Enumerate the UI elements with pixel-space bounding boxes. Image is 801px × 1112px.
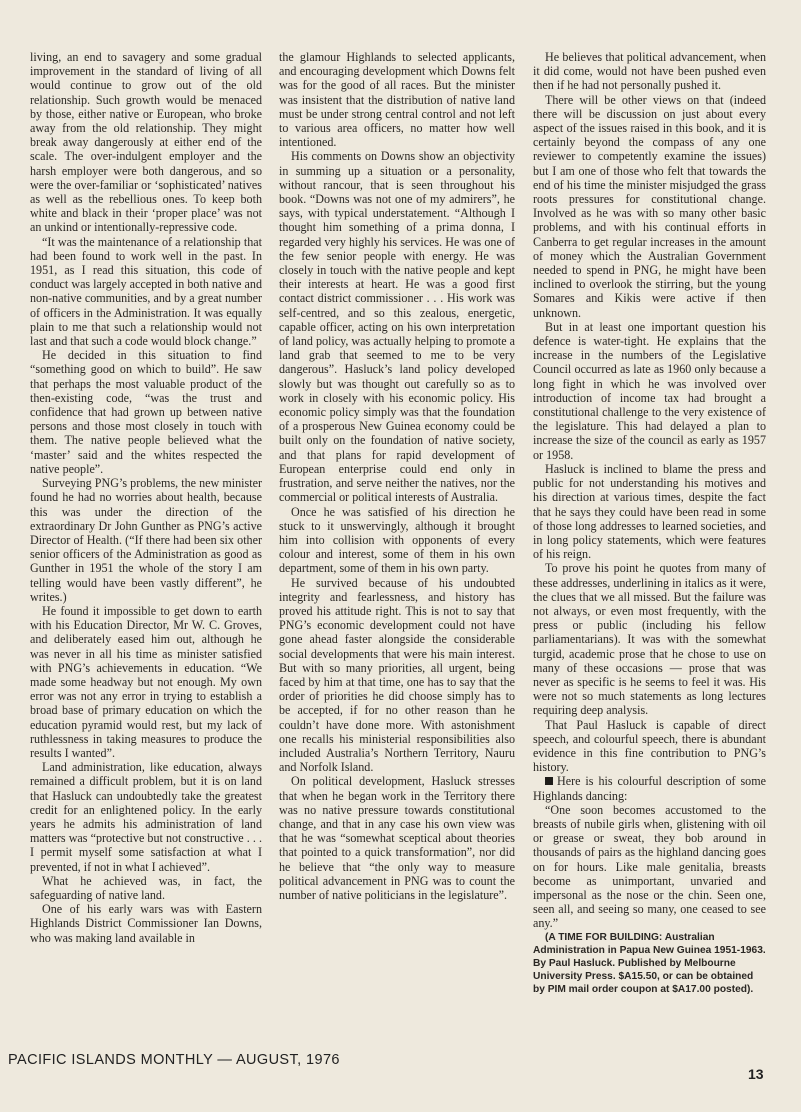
paragraph: His comments on Downs show an objectivity in summing up a situation or a personality, without rancour, that is seen throughout his book. “Downs was not one of my admirers”, he says, with typical understatement. “Although I thought him something of a prima donna, I regarded very highly his services. He was one of the few senior people with energy. He was closely in touch with the native people and kept their interests at heart. He was a good first contact district commissioner . . . His work was self-centred, and so this zealous, energetic, capable officer, acting on his own interpretation of land policy, was actually helping to promote a land grab that seemed to me to be very dangerous”. Hasluck’s land policy developed slowly but was thought out carefully so as to work in closely with his economic policy. His economic policy simply was that the foundation of a prosperous New Guinea economy could be built only on the foundation of native society, and that plans for rapid development of European enterprise could end only in frustration, and serve neither the natives, nor the commercial or political interests of Australia. bbox=[279, 149, 515, 505]
paragraph: He found it impossible to get down to earth with his Education Director, Mr W. C. Groves, and deliberately eased him out, although he was never in all his time as minister satisfied with PNG’s achievements in education. “We made some headway but not enough. My own error was not any error in trying to establish a broad base of primary education on which the education pyramid would rest, but my lack of ruthlessness in taking measures to produce the results I wanted”. bbox=[30, 603, 262, 760]
paragraph: That Paul Hasluck is capable of direct speech, and colourful speech, there is abundant evidence in this fine contribution to PNG’s history. bbox=[533, 717, 766, 775]
paragraph: On political development, Hasluck stresses that when he began work in the Territory there was no native pressure towards constitutional change, and that in any case his own view was that he was “somewhat sceptical about theories that pointed to a quick transformation”, nor did he believe that “the only way to measure political advancement in PNG was to count the number of native politicians in the legislature”. bbox=[279, 774, 515, 902]
paragraph: Surveying PNG’s problems, the new minister found he had no worries about health, because this was under the direction of the extraordinary Dr John Gunther as PNG’s active Director of Health. (“If there had been six other senior officers of the Administration as good as Gunther in 1951 the whole of the story I am telling would have been vastly different”, he writes.) bbox=[30, 476, 262, 604]
book-details-caption: (A TIME FOR BUILDING: Australian Administration in Papua New Guinea 1951-1963. By Paul Hasluck. Published by Melbourne University Press. $A15.50, or can be obtained by PIM mail order coupon at $A17.00 posted). bbox=[533, 931, 766, 996]
paragraph: Once he was satisfied of his direction he stuck to it unswervingly, although it brought him into collision with opponents of every colour and interest, some of them in his own department, some of them in his own party. bbox=[279, 504, 515, 576]
paragraph: Hasluck is inclined to blame the press and public for not understanding his motives and his direction at various times, despite the fact that he says they could have been read in some of those long addresses to learned societies, and in long policy statements, which were features of his reign. bbox=[533, 461, 766, 562]
paragraph: “It was the maintenance of a relationship that had been found to work well in the past. In 1951, as I read this situation, this code of conduct was largely accepted in both native and non-native communities, and by a great number of officers in the Administration. It was equally plain to me that such a relationship would not last and that such a code would block change.” bbox=[30, 234, 262, 349]
bullet-text: Here is his colourful description of some Highlands dancing: bbox=[533, 774, 766, 803]
paragraph: He survived because of his undoubted integrity and fearlessness, and history has proved his attitude right. This is not to say that PNG’s economic development could not have gone ahead faster alongside the considerable social developments that were his main interest. But with so many priorities, all urgent, being faced by him at that time, one has to say that the order of priorities he did choose simply has to be accepted, if for no other reason than he couldn’t have done more. With astonishment one recalls his ministerial responsibilities also included Australia’s Northern Territory, Nauru and Norfolk Island. bbox=[279, 575, 515, 775]
article-column-2 bbox=[279, 50, 515, 1050]
paragraph: He decided in this situation to find “something good on which to build”. He saw that perhaps the most valuable product of the then-existing code, “was the trust and confidence that had grown up between native persons and those most closely in touch with them. The native people believed what the ‘master’ said and the whites respected the native people”. bbox=[30, 348, 262, 476]
article-column-3 bbox=[533, 50, 766, 1050]
paragraph: There will be other views on that (indeed there will be discussion on just about every aspect of the issues raised in this book, and it is certainly beyond the compass of any one reviewer to competently examine the issues) but I am one of those who felt that towards the end of his time the minister misjudged the grass roots pressures for constitutional change. Involved as he was with so many other basic problems, and with his continual efforts in Canberra to get regular increases in the amount of money which the Australian Government needed to spend in PNG, he might have been inclined to overlook the stirring, but the young Somares and Kikis were active if then unknown. bbox=[533, 92, 766, 320]
publication-footer: PACIFIC ISLANDS MONTHLY — AUGUST, 1976 bbox=[8, 1052, 340, 1068]
paragraph: Land administration, like education, always remained a difficult problem, but it is on land that Hasluck can undoubtedly take the greatest credit for an enlightened policy. In the early years he admits his administration of land matters was “protective but not constructive . . . I permit myself some satisfaction at what I prevented, if not in what I achieved”. bbox=[30, 760, 262, 874]
square-bullet-icon bbox=[545, 777, 553, 785]
paragraph: He believes that political advancement, when it did come, would not have been pushed even then if he had not personally pushed it. bbox=[533, 50, 766, 93]
paragraph: To prove his point he quotes from many of these addresses, underlining in italics as it were, the clues that we all missed. But the failure was not always, or even most frequently, with the press or public (including his fellow parliamentarians). It was with the somewhat turgid, academic prose that he chose to use on many of these occasions — prose that was never as specific is he seems to feel it was. His were not so much statements as long lectures requiring deep analysis. bbox=[533, 561, 766, 718]
paragraph: the glamour Highlands to selected applicants, and encouraging development which Downs felt was for the good of all races. But the minister was insistent that the distribution of native land must be under strong central control and not left to various area officers, no matter how well intentioned. bbox=[279, 50, 515, 150]
paragraph: living, an end to savagery and some gradual improvement in the standard of living of all would continue to grow out of the old relationship. Such growth would be menaced by those, either native or European, who broke away from the old relationship. They might break away dangerously at either end of the scale. The over-indulgent employer and the harsh employer were both dangerous, and so were the over-familiar or ‘sophisticated’ natives as well as the rebellious ones. To keep both white and black in their ‘proper place’ was not an unkind or intentionally-repressive code. bbox=[30, 50, 262, 235]
paragraph: One of his early wars was with Eastern Highlands District Commissioner Ian Downs, who was making land available in bbox=[30, 902, 262, 945]
paragraph: But in at least one important question his defence is water-tight. He explains that the increase in the numbers of the Legislative Council occurred as late as 1960 only because a long fight in which he was involved over introduction of income tax had brought a constitutional challenge to the very existence of the legislature. This had delayed a plan to increase the size of the council as early as 1957 or 1958. bbox=[533, 319, 766, 462]
article-column-1 bbox=[30, 50, 262, 1050]
bullet-paragraph bbox=[533, 774, 766, 802]
page-number: 13 bbox=[748, 1066, 764, 1082]
paragraph: What he achieved was, in fact, the safeguarding of native land. bbox=[30, 873, 262, 902]
paragraph: “One soon becomes accustomed to the breasts of nubile girls when, glistening with oil or grease or sweat, they bob around in thousands of pairs as the highland dancing goes on for hours. Like male genitalia, breasts become as unimportant, unvaried and impersonal as the nose or the chin. Seen one, seen all, and seeing so many, one ceased to see any.” bbox=[533, 802, 766, 931]
